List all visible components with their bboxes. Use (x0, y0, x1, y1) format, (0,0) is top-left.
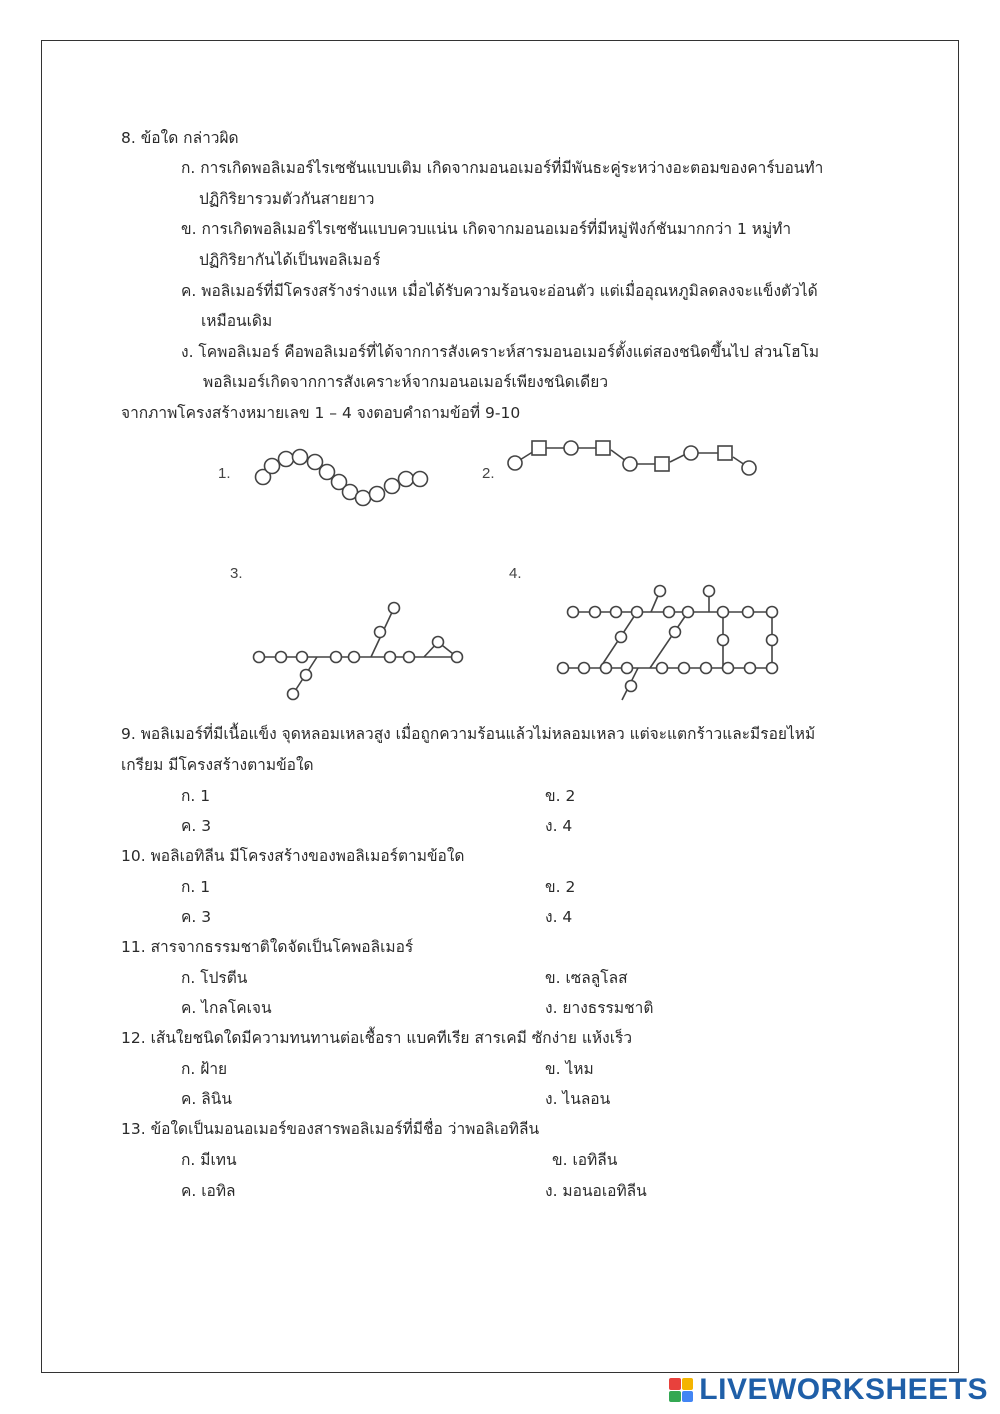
q13-question: 13. ข้อใดเป็นมอนอเมอร์ของสารพอลิเมอร์ที่มีชื่อ ว่าพอลิเอทิลีน (121, 1120, 540, 1138)
q9-option-c: ค. 3 (181, 817, 212, 835)
q8-option-a-cont: ปฏิกิริยารวมตัวกันสายยาว (199, 190, 375, 208)
liveworksheets-logo-icon (669, 1378, 693, 1402)
q12-option-d: ง. ไนลอน (545, 1090, 611, 1108)
q11-option-c: ค. ไกลโคเจน (181, 999, 272, 1017)
brand-name: LIVEWORKSHEETS (699, 1373, 988, 1406)
diagram-4-label: 4. (509, 565, 522, 582)
q9-question: 9. พอลิเมอร์ที่มีเนื้อแข็ง จุดหลอมเหลวสูง เมื่อถูกความร้อนแล้วไม่หลอมเหลว แต่จะแตกร้าวและมีรอยไหม้ (121, 725, 816, 743)
diagram-intro: จากภาพโครงสร้างหมายเลข 1 – 4 จงตอบคำถามข้อที่ 9-10 (121, 404, 521, 422)
diagram-2-label: 2. (482, 465, 495, 482)
q9-question-cont: เกรียม มีโครงสร้างตามข้อใด (121, 756, 314, 774)
q8-option-b: ข. การเกิดพอลิเมอร์ไรเซชันแบบควบแน่น เกิดจากมอนอเมอร์ที่มีหมู่ฟังก์ชันมากกว่า 1 หมู่ทำ (181, 220, 792, 238)
q8-option-d-cont: พอลิเมอร์เกิดจากการสังเคราะห์จากมอนอเมอร์เพียงชนิดเดียว (203, 373, 609, 391)
q12-option-b: ข. ไหม (545, 1060, 594, 1078)
q8-option-b-cont: ปฏิกิริยากันได้เป็นพอลิเมอร์ (199, 251, 381, 269)
q8-option-c: ค. พอลิเมอร์ที่มีโครงสร้างร่างแห เมื่อได้รับความร้อนจะอ่อนตัว แต่เมื่ออุณหภูมิลดลงจะแข็งตัวได้ (181, 282, 818, 300)
q8-question: 8. ข้อใด กล่าวผิด (121, 129, 239, 147)
q8-option-d: ง. โคพอลิเมอร์ คือพอลิเมอร์ที่ได้จากการสังเคราะห์สารมอนอเมอร์ตั้งแต่สองชนิดขึ้นไป ส่วนโฮโม (181, 343, 820, 361)
q9-option-a: ก. 1 (181, 787, 211, 805)
q8-option-a: ก. การเกิดพอลิเมอร์ไรเซชันแบบเติม เกิดจากมอนอเมอร์ที่มีพันธะคู่ระหว่างอะตอมของคาร์บอนทำ (181, 159, 824, 177)
diagram-1-label: 1. (218, 465, 231, 482)
q13-option-a: ก. มีเทน (181, 1151, 237, 1169)
q11-option-d: ง. ยางธรรมชาติ (545, 999, 654, 1017)
q10-question: 10. พอลิเอทิลีน มีโครงสร้างของพอลิเมอร์ตามข้อใด (121, 847, 465, 865)
q10-option-a: ก. 1 (181, 878, 211, 896)
q12-question: 12. เส้นใยชนิดใดมีความทนทานต่อเชื้อรา แบคทีเรีย สารเคมี ซักง่าย แห้งเร็ว (121, 1029, 633, 1047)
q9-option-b: ข. 2 (545, 787, 576, 805)
q13-option-d: ง. มอนอเอทิลีน (545, 1182, 647, 1200)
q10-option-c: ค. 3 (181, 908, 212, 926)
diagram-3-label: 3. (230, 565, 243, 582)
q9-option-d: ง. 4 (545, 817, 573, 835)
q13-option-b: ข. เอทิลีน (552, 1151, 618, 1169)
q10-option-d: ง. 4 (545, 908, 573, 926)
liveworksheets-brand[interactable] (669, 1372, 988, 1408)
q10-option-b: ข. 2 (545, 878, 576, 896)
q8-option-c-cont: เหมือนเดิม (201, 312, 273, 330)
q13-option-c: ค. เอทิล (181, 1182, 236, 1200)
q11-question: 11. สารจากธรรมชาติใดจัดเป็นโคพอลิเมอร์ (121, 938, 414, 956)
q12-option-a: ก. ฝ้าย (181, 1060, 228, 1078)
q11-option-b: ข. เซลลูโลส (545, 969, 628, 987)
q12-option-c: ค. ลินิน (181, 1090, 232, 1108)
q11-option-a: ก. โปรตีน (181, 969, 248, 987)
